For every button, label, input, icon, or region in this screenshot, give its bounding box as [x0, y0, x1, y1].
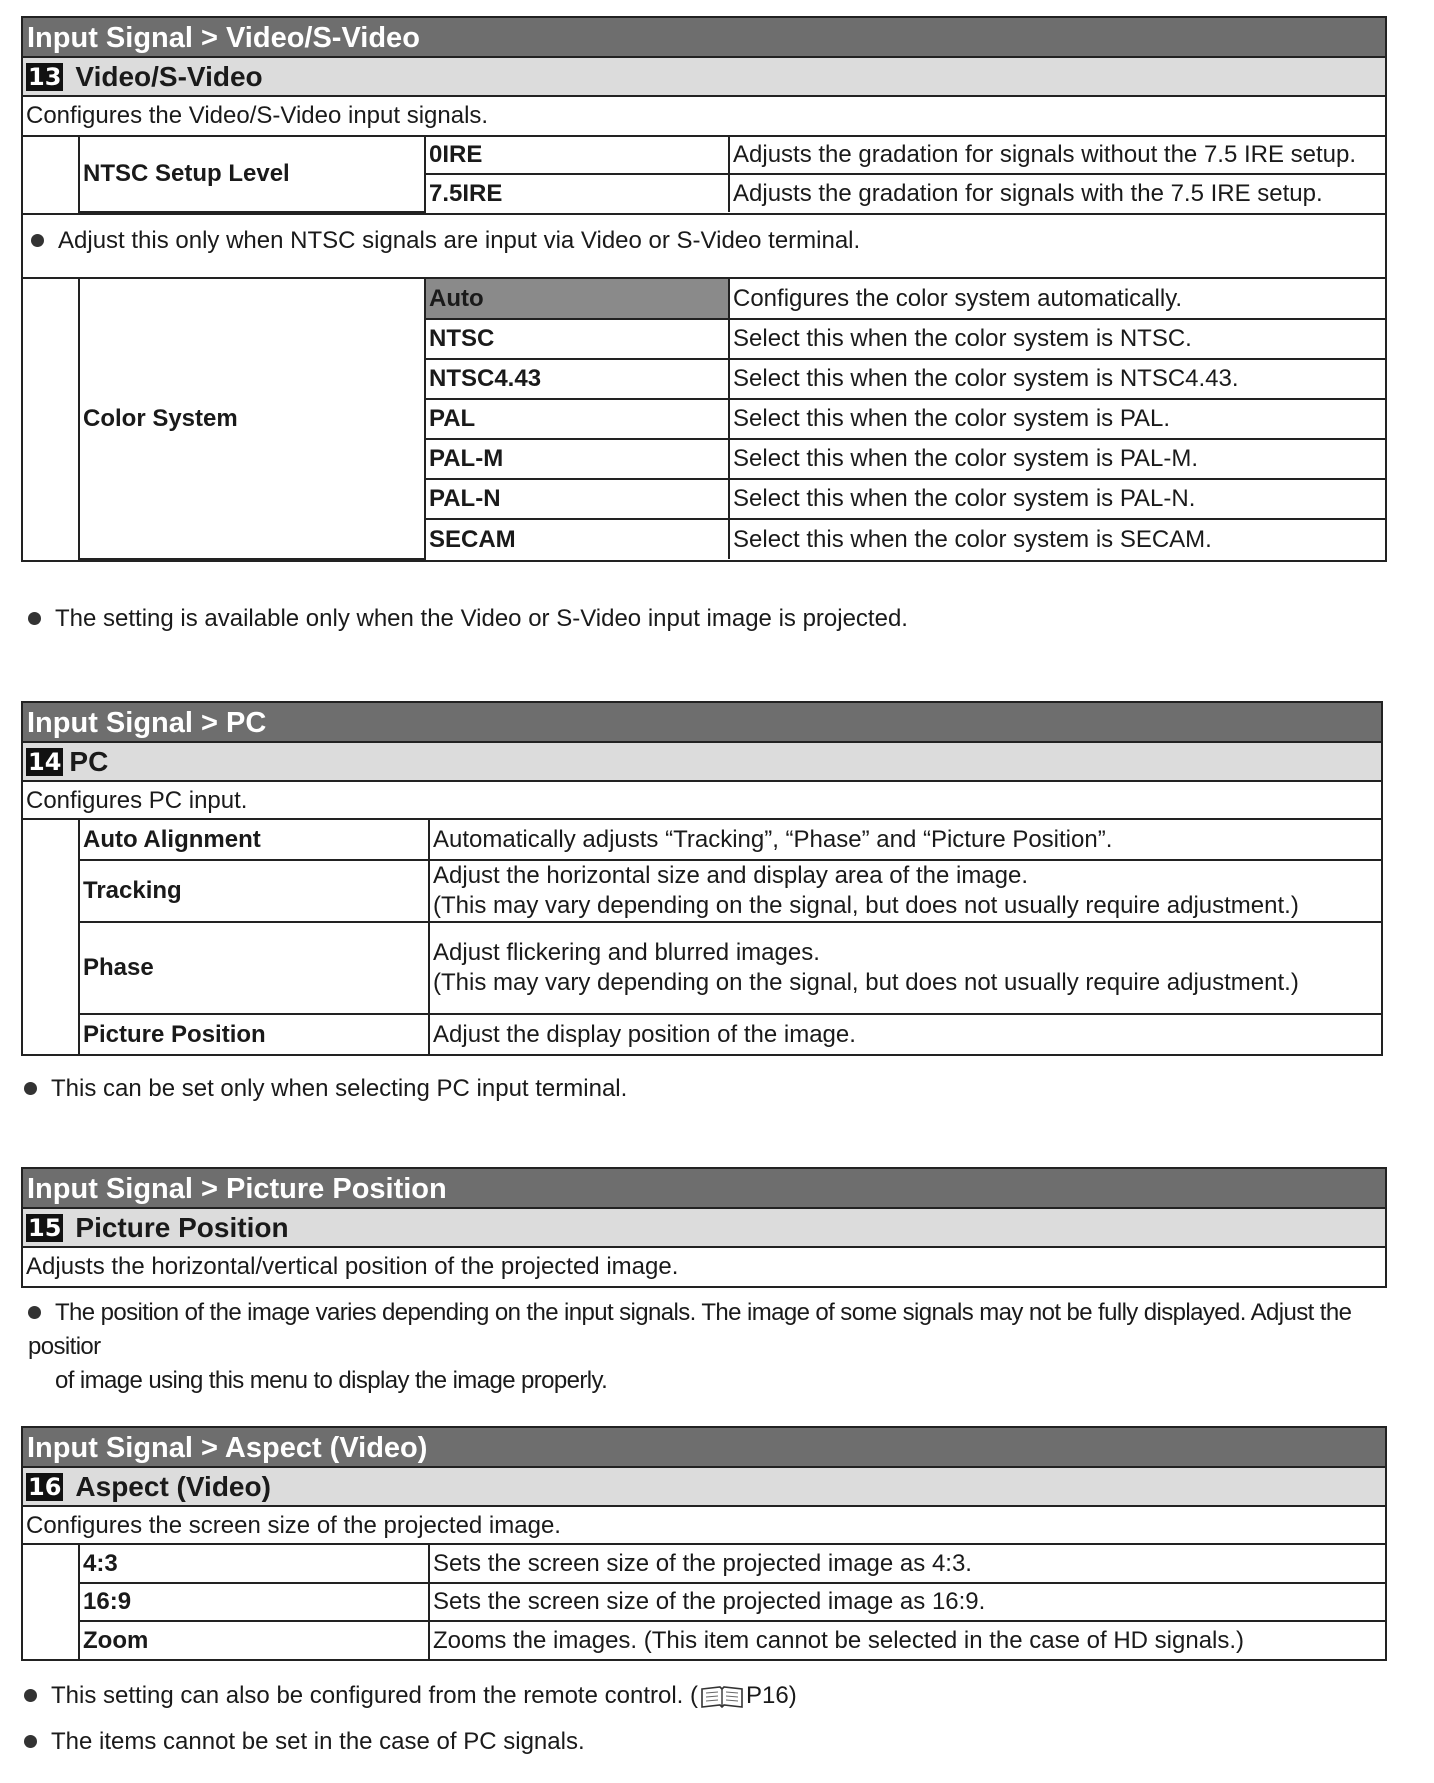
option-ntsc: NTSC: [425, 319, 729, 359]
pc-item-desc: [429, 1014, 1381, 1054]
book-reference-icon: [700, 1685, 744, 1709]
pc-section-subtitle: [23, 743, 1381, 782]
picture-position-section-subtitle: [23, 1209, 1385, 1248]
table-row: [23, 860, 1381, 922]
pc-item-desc-line: (This may vary depending on the signal, but does not usually require adjustment.): [433, 969, 1299, 996]
aspect-items-table: [23, 1545, 1385, 1659]
section-number-badge: 13: [28, 62, 62, 91]
option-desc: Select this when the color system is PAL.: [729, 399, 1385, 439]
section-number-badge: 15: [28, 1213, 62, 1242]
aspect-item-4-3: 4:3: [79, 1545, 429, 1583]
pc-section: [21, 701, 1383, 1056]
pc-item-desc: [429, 860, 1381, 922]
video-section-title: Input Signal > Video/S-Video: [23, 18, 1385, 58]
aspect-note-1-ref: P16): [745, 1682, 797, 1709]
option-pal-m: PAL-M: [425, 439, 729, 479]
bullet-icon: [24, 1735, 37, 1748]
bullet-icon: [24, 1689, 37, 1702]
picture-position-note-line1: [28, 1296, 1428, 1364]
aspect-note-2: [24, 1725, 585, 1759]
option-desc: Adjusts the gradation for signals without the 7.5 IRE setup.: [729, 136, 1385, 174]
pc-item-desc-line: Adjust the display position of the image.: [433, 1020, 856, 1048]
video-description: Configures the Video/S-Video input signals.: [26, 102, 489, 129]
bullet-icon: [28, 612, 41, 625]
aspect-note-2-text: The items cannot be set in the case of PC signals.: [51, 1728, 585, 1755]
pc-item-desc-line: (This may vary depending on the signal, but does not usually require adjustment.): [433, 892, 1299, 919]
ntsc-setup-table: [23, 135, 1385, 213]
option-auto: Auto: [425, 279, 729, 319]
pc-note-text: This can be set only when selecting PC input terminal.: [51, 1075, 628, 1102]
aspect-section-title: Input Signal > Aspect (Video): [23, 1428, 1385, 1468]
aspect-item-desc: Sets the screen size of the projected image as 4:3.: [429, 1545, 1385, 1583]
option-pal-n: PAL-N: [425, 479, 729, 519]
pc-section-title: Input Signal > PC: [23, 703, 1381, 743]
video-subtitle-text: Video/S-Video: [75, 61, 263, 92]
aspect-section-subtitle: [23, 1468, 1385, 1507]
ntsc-inner-note: [23, 213, 1385, 279]
option-desc: Configures the color system automatically.: [729, 279, 1385, 319]
picture-position-note-text-2: of image using this menu to display the image properly.: [55, 1367, 608, 1394]
indent-cell: [23, 279, 79, 559]
bullet-icon: [24, 1082, 37, 1095]
table-row: [23, 1014, 1381, 1054]
option-desc: Select this when the color system is PAL-N.: [729, 479, 1385, 519]
video-section: [21, 16, 1387, 562]
table-row: [23, 1583, 1385, 1621]
option-0ire: 0IRE: [425, 136, 729, 174]
option-desc: Select this when the color system is NTSC.: [729, 319, 1385, 359]
pc-item-picture-position: Picture Position: [79, 1014, 429, 1054]
color-system-label: Color System: [79, 279, 425, 559]
ntsc-inner-note-text: Adjust this only when NTSC signals are input via Video or S-Video terminal.: [58, 227, 861, 254]
table-row: [23, 922, 1381, 1014]
picture-position-note-text-1: The position of the image varies depending on the input signals. The image of some signals may not be fully displayed. Adjust the positior: [28, 1299, 1352, 1360]
pc-subtitle-text: PC: [69, 746, 109, 777]
option-ntsc443: NTSC4.43: [425, 359, 729, 399]
bullet-icon: [31, 234, 44, 247]
aspect-description: Configures the screen size of the projected image.: [23, 1507, 1385, 1545]
picture-position-subtitle-text: Picture Position: [75, 1212, 289, 1243]
indent-cell: [23, 820, 79, 1054]
aspect-section: [21, 1426, 1387, 1661]
option-7-5ire: 7.5IRE: [425, 174, 729, 212]
aspect-item-16-9: 16:9: [79, 1583, 429, 1621]
option-desc: Select this when the color system is PAL-M.: [729, 439, 1385, 479]
table-row: [23, 820, 1381, 860]
indent-cell: [23, 136, 79, 212]
pc-item-phase: Phase: [79, 922, 429, 1014]
table-row: [23, 1621, 1385, 1659]
picture-position-section: [21, 1167, 1387, 1288]
pc-item-desc-line: Automatically adjusts “Tracking”, “Phase” and “Picture Position”.: [433, 825, 1113, 853]
picture-position-note: [28, 1296, 1428, 1398]
aspect-item-desc: Zooms the images. (This item cannot be selected in the case of HD signals.): [429, 1621, 1385, 1659]
pc-item-auto-alignment: Auto Alignment: [79, 820, 429, 860]
pc-item-desc-line: Adjust the horizontal size and display area of the image.: [433, 862, 1029, 889]
aspect-note-1-text: This setting can also be configured from the remote control. (: [51, 1682, 698, 1709]
indent-cell: [23, 1545, 79, 1659]
aspect-item-desc: Sets the screen size of the projected image as 16:9.: [429, 1583, 1385, 1621]
video-note-text: The setting is available only when the Video or S-Video input image is projected.: [55, 605, 908, 632]
ntsc-setup-level-label: NTSC Setup Level: [79, 136, 425, 212]
video-note: [28, 602, 908, 636]
aspect-subtitle-text: Aspect (Video): [75, 1471, 271, 1502]
pc-item-tracking: Tracking: [79, 860, 429, 922]
section-number-badge: 14: [28, 747, 62, 776]
pc-item-desc-line: Adjust flickering and blurred images.: [433, 939, 820, 966]
aspect-note-1: [24, 1679, 797, 1713]
option-pal: PAL: [425, 399, 729, 439]
option-desc: Adjusts the gradation for signals with the 7.5 IRE setup.: [729, 174, 1385, 212]
pc-item-desc: [429, 820, 1381, 860]
table-row: [23, 279, 1385, 319]
pc-note: [24, 1072, 627, 1106]
option-desc: Select this when the color system is NTSC4.43.: [729, 359, 1385, 399]
video-section-subtitle: [23, 58, 1385, 97]
picture-position-section-title: Input Signal > Picture Position: [23, 1169, 1385, 1209]
option-desc: Select this when the color system is SECAM.: [729, 519, 1385, 559]
picture-position-description: Adjusts the horizontal/vertical position of the projected image.: [26, 1253, 679, 1280]
pc-items-table: [23, 820, 1381, 1054]
option-secam: SECAM: [425, 519, 729, 559]
section-number-badge: 16: [28, 1472, 62, 1501]
bullet-icon: [28, 1306, 41, 1319]
table-row: [23, 1545, 1385, 1583]
pc-description: Configures PC input.: [23, 782, 1381, 820]
table-row: [23, 136, 1385, 174]
pc-item-desc: [429, 922, 1381, 1014]
color-system-table: [23, 279, 1385, 560]
aspect-item-zoom: Zoom: [79, 1621, 429, 1659]
